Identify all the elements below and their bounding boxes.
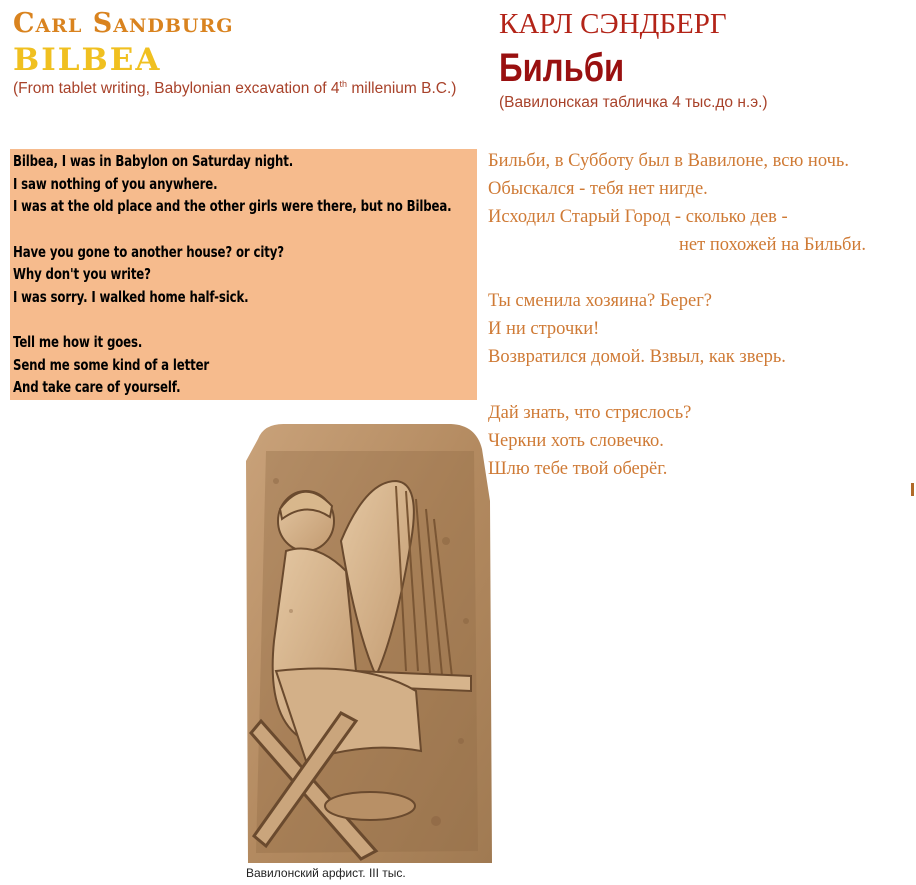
edge-mark	[911, 483, 914, 496]
russian-poem-line: Шлю тебе твой оберёг.	[488, 459, 668, 479]
russian-poem-line: нет похожей на Бильби.	[679, 235, 866, 255]
english-poem-line: Send me some kind of a letter	[13, 356, 210, 374]
russian-poem-line: И ни строчки!	[488, 319, 600, 339]
english-poem-line: I saw nothing of you anywhere.	[13, 175, 218, 193]
english-subtitle-superscript: th	[339, 79, 348, 89]
english-poem-line: I was sorry. I walked home half-sick.	[13, 288, 249, 306]
russian-poem-line: Ты сменила хозяина? Берег?	[488, 291, 712, 311]
english-poem-box	[10, 149, 477, 400]
russian-poem-line: Исходил Старый Город - сколько дев -	[488, 207, 788, 227]
russian-poem-line: Возвратился домой. Взвыл, как зверь.	[488, 347, 786, 367]
english-poem-title: BILBEA	[13, 42, 162, 78]
english-subtitle-main: (From tablet writing, Babylonian excavation of 4	[13, 80, 340, 98]
english-poem-line: Bilbea, I was in Babylon on Saturday night.	[13, 152, 294, 170]
english-poem-line: Tell me how it goes.	[13, 333, 143, 351]
russian-subtitle: (Вавилонская табличка 4 тыс.до н.э.)	[499, 94, 768, 111]
russian-poem-line: Обыскался - тебя нет нигде.	[488, 179, 708, 199]
english-poem-line: I was at the old place and the other girls were there, but no Bilbea.	[13, 197, 452, 215]
russian-poem-line: Черкни хоть словечко.	[488, 431, 664, 451]
russian-poem-title: Бильби	[499, 46, 625, 90]
english-poem-line: And take care of yourself.	[13, 378, 181, 396]
english-poem-line: Have you gone to another house? or city?	[13, 243, 284, 261]
english-subtitle-end: millenium B.C.)	[347, 80, 457, 98]
image-caption: Вавилонский арфист. III тыс.	[246, 866, 406, 880]
russian-poem-line: Дай знать, что стряслось?	[488, 403, 692, 423]
russian-poem-line: Бильби, в Субботу был в Вавилоне, всю ночь.	[488, 151, 849, 171]
english-subtitle	[13, 79, 456, 98]
english-poem-line: Why don't you write?	[13, 265, 151, 283]
babylonian-harpist-relief-image	[246, 421, 492, 863]
english-author-heading: Carl Sandburg	[13, 8, 234, 39]
russian-author-heading: КАРЛ СЭНДБЕРГ	[499, 8, 727, 40]
